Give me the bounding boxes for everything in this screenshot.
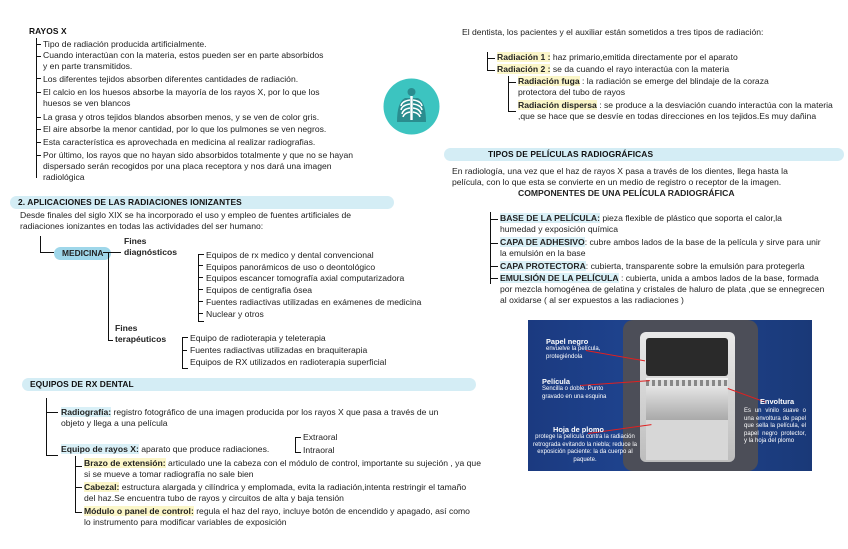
capa-adhesivo: CAPA DE ADHESIVO: cubre ambos lados de la base de la película y sirve para unir la emulsión en la base [500, 237, 821, 258]
rayos-x-tree-line [36, 38, 37, 178]
bullet-tick [36, 78, 41, 79]
radiografia-definition: Radiografía: registro fotográfico de una imagen producida por los rayos X que pasa a través de un objeto y llega a una película [61, 407, 439, 428]
bullet-tick [36, 142, 41, 143]
equipo-rayos-term: Equipo de rayos X: [61, 444, 139, 454]
radiacion-2-term: Radiación 2 : [497, 64, 551, 74]
brazo-term: Brazo de extensión: [84, 458, 166, 468]
equipo-rayos-definition: Equipo de rayos X: aparato que produce radiaciones. [61, 444, 270, 454]
tree-tick [75, 487, 82, 488]
capa-protectora-term: CAPA PROTECTORA [500, 261, 586, 271]
tree-tick [508, 82, 516, 83]
xray-chest-icon [383, 78, 440, 135]
tree-tick [75, 512, 82, 513]
tree-line [40, 252, 54, 253]
modulo-term: Módulo o panel de control: [84, 506, 194, 516]
radiacion-dispersa-term: Radiación dispersa [518, 100, 597, 110]
tree-tick [487, 58, 495, 59]
lead-foil [646, 420, 728, 460]
cabezal-term: Cabezal: [84, 482, 120, 492]
emulsion-pelicula: EMULSIÓN DE LA PELÍCULA : cubierta, unida a ambos lados de la base, formada por mezcla homogénea de gelatina y cristales de haluro de plata ,que se ennegrecen al oxidarse ( al ser expuestos a las radiaciones ) [500, 273, 825, 305]
tree-tick [490, 266, 498, 267]
bullet-tick [36, 155, 41, 156]
tree-line [103, 252, 121, 253]
diag-item: Nuclear y otros [206, 309, 264, 319]
fines-diagnosticos-label: Fines diagnósticos [124, 236, 178, 257]
capa-protectora: CAPA PROTECTORA: cubierta, transparente sobre la emulsión para protegerla [500, 261, 805, 271]
diag-item: Equipos panorámicos de uso o deontológico [206, 262, 376, 272]
tree-line [108, 252, 109, 340]
rayos-x-item: Los diferentes tejidos absorben diferentes cantidades de radiación. [43, 74, 299, 84]
bullet-tick [36, 56, 41, 57]
tree-line [40, 236, 41, 253]
tree-tick [508, 111, 516, 112]
rayos-x-item: La grasa y otros tejidos blandos absorben menos, y se ven de color gris. [43, 112, 320, 122]
medicina-badge: MEDICINA [54, 247, 111, 260]
diag-item: Equipos de rx medico y dental convencional [206, 250, 374, 260]
ter-brace [182, 337, 188, 369]
cabezal-definition: Cabezal: estructura alargada y cilíndrica y emplomada, evita la radiación,intenta restringir el tamaño del haz.Se encuentra tubo de rayos y circuitos de alta y baja tensión [84, 482, 467, 503]
tree-line [75, 456, 76, 513]
rayos-x-item: El aire absorbe la menor cantidad, por lo que los pulmones se ven negros. [43, 124, 327, 134]
hoja-plomo-desc: protege la película contra la radiación retrograda evitando la niebla; reduce la exposición paciente: la da cuerpo al paquete. [532, 434, 638, 463]
film-packet-image [528, 320, 812, 471]
tree-tick [198, 265, 203, 266]
pelicula-desc: Sencilla o doble. Punto gravado en una esquina [542, 386, 607, 400]
radiacion-fuga-term: Radiación fuga [518, 76, 580, 86]
tree-tick [182, 350, 187, 351]
tree-tick [490, 243, 498, 244]
ter-item: Equipos de RX utilizados en radioterapia superficial [190, 357, 387, 367]
ter-item: Fuentes radiactivas utilizadas en braquiterapia [190, 345, 368, 355]
radiacion-fuga: Radiación fuga : la radiación se emerge del blindaje de la coraza protectora del tubo de rayos [518, 76, 769, 97]
bullet-tick [36, 44, 41, 45]
intraoral-label: Intraoral [303, 445, 335, 455]
radiacion-1-term: Radiación 1 : [497, 52, 551, 62]
radiacion-intro: El dentista, los pacientes y el auxiliar están sometidos a tres tipos de radiación: [462, 27, 764, 37]
radiacion-dispersa: Radiación dispersa : se produce a la desviación cuando interactúa con la materia ,que se hace que se desvíe en todas direcciones en los tejidos.Es muy dañina [518, 100, 833, 121]
oral-brace [295, 437, 301, 453]
radiacion-1: Radiación 1 : haz primario,emitida directamente por el aparato [497, 52, 738, 62]
fines-terapeuticos-label: Fines terapéuticos [115, 323, 167, 344]
papel-negro-title: Papel negro [546, 337, 589, 346]
tree-tick [75, 466, 82, 467]
tree-tick [198, 313, 203, 314]
rayos-x-title: RAYOS X [29, 26, 67, 36]
rayos-x-item: Cuando interactúan con la materia, estos pueden ser en parte absorbidos y en parte transmitidos. [43, 50, 324, 71]
tree-tick [198, 289, 203, 290]
extraoral-label: Extraoral [303, 432, 338, 442]
tree-tick [46, 412, 58, 413]
lead-texture [646, 380, 728, 386]
diag-item: Equipos escancer tomografía axial computarizadora [206, 273, 405, 283]
rayos-x-item: Por último, los rayos que no hayan sido absorbidos totalmente y que no se hayan dispersado serán recogidos por una placa receptora y nos dará una imagen radiológica [43, 150, 354, 182]
peliculas-title: TIPOS DE PELÍCULAS RADIOGRÁFICAS [444, 148, 844, 161]
bullet-tick [36, 92, 41, 93]
bullet-tick [36, 129, 41, 130]
aplicaciones-intro: Desde finales del siglo XIX se ha incorporado el uso y empleo de fuentes artificiales de radiaciones ionizantes en todas las actividades del ser humano: [20, 210, 352, 231]
tree-tick [198, 277, 203, 278]
hoja-plomo-title: Hoja de plomo [553, 425, 604, 434]
tree-line [46, 398, 47, 456]
envoltura-title: Envoltura [760, 397, 795, 406]
base-pelicula-term: BASE DE LA PELÍCULA: [500, 213, 600, 223]
radiacion-2: Radiación 2 : se da cuando el rayo interactúa con la materia [497, 64, 730, 74]
radiografia-term: Radiografía: [61, 407, 112, 417]
capa-adhesivo-term: CAPA DE ADHESIVO [500, 237, 585, 247]
tree-tick [487, 70, 495, 71]
tree-tick [490, 278, 498, 279]
peliculas-intro: En radiología, una vez que el haz de rayos X pasa a través de los dientes, llega hasta la película, con lo que esta se convierte en un medio de registro o receptor de la imagen. [452, 166, 788, 187]
brazo-definition: Brazo de extensión: articulado une la cabeza con el módulo de control, importante su sujeción , ya que si se mueve a tomar radiografía no sale bien [84, 458, 481, 479]
pelicula-title: Película [542, 377, 570, 386]
diag-item: Equipos de centigrafia ósea [206, 285, 313, 295]
rayos-x-item: Esta característica es aprovechada en medicina al realizar radiografias. [43, 137, 316, 147]
tree-tick [198, 301, 203, 302]
base-pelicula: BASE DE LA PELÍCULA: pieza flexible de plástico que soporta el calor,la humedad y exposición química [500, 213, 782, 234]
tree-line [108, 340, 113, 341]
tree-tick [46, 455, 58, 456]
rayos-x-item: El calcio en los huesos absorbe la mayoría de los rayos X, por lo que los huesos se ven blancos [43, 87, 320, 108]
equipos-title: EQUIPOS DE RX DENTAL [22, 378, 476, 391]
emulsion-pelicula-term: EMULSIÓN DE LA PELÍCULA [500, 273, 619, 283]
envoltura-desc: Es un vinilo suave o una envoltura de papel que sella la película, el papel negro protector, y la hoja del plomo [744, 408, 806, 444]
modulo-definition: Módulo o panel de control: regula el haz del rayo, incluye botón de encendido y apagado, así como lo instrumento para modificar variables de exposición [84, 506, 470, 527]
ter-item: Equipo de radioterapia y teleterapia [190, 333, 326, 343]
black-paper [646, 338, 728, 376]
bullet-tick [36, 117, 41, 118]
papel-negro-desc: envuelve la película, protegiéndola [546, 346, 601, 360]
tree-line [487, 52, 488, 70]
componentes-title: COMPONENTES DE UNA PELÍCULA RADIOGRÁFICA [518, 188, 735, 198]
diag-item: Fuentes radiactivas utilizadas en exámenes de medicina [206, 297, 422, 307]
rayos-x-item: Tipo de radiación producida artificialmente. [43, 39, 207, 49]
tree-line [490, 212, 491, 284]
tree-tick [490, 219, 498, 220]
aplicaciones-title: 2. APLICACIONES DE LAS RADIACIONES IONIZANTES [10, 196, 394, 209]
